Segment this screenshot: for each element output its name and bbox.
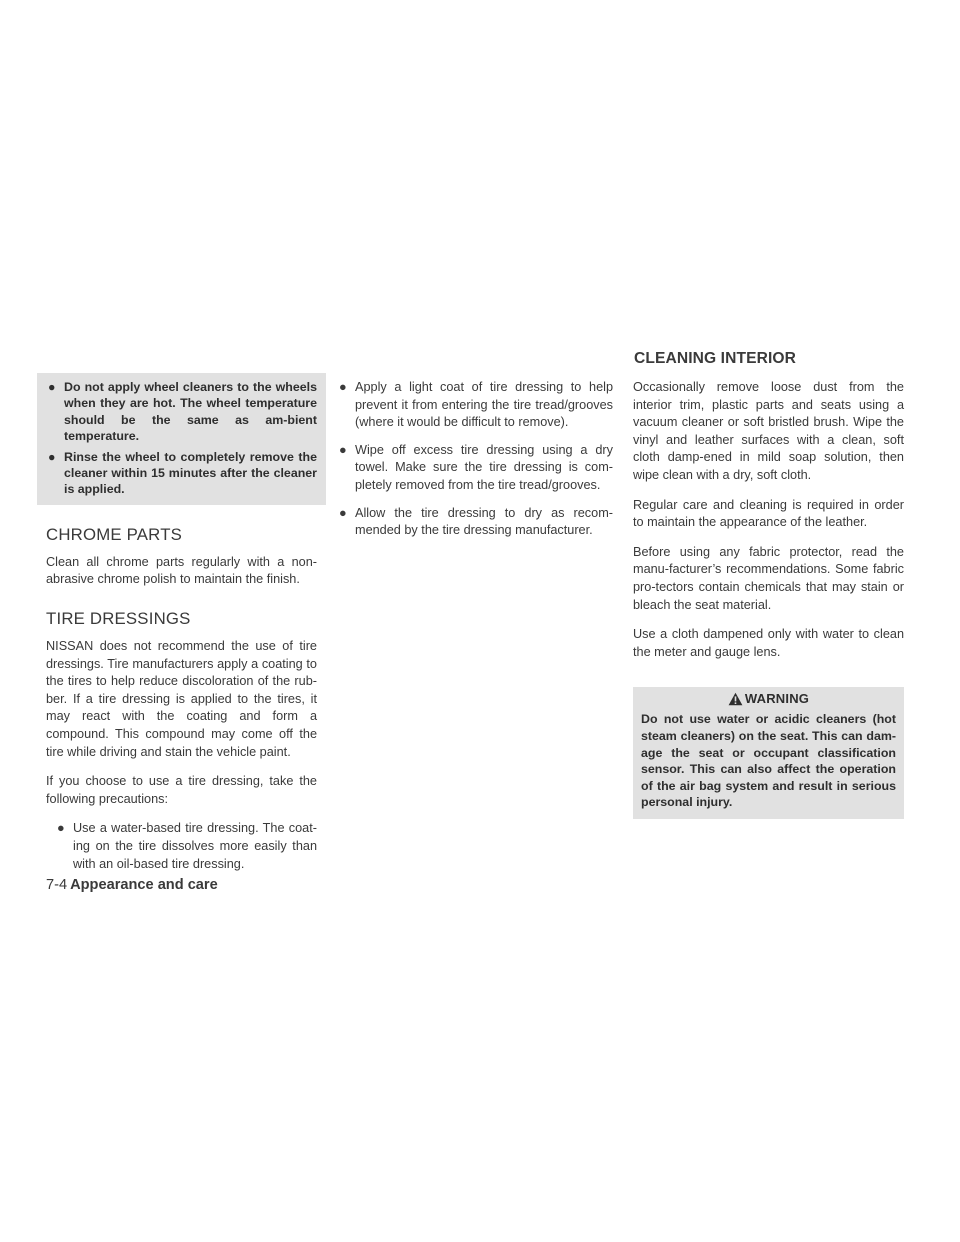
warning-triangle-icon [728,692,743,706]
bullet-icon: ● [339,505,347,520]
interior-paragraph: Before using any fabric protector, read the manu-facturer’s recommendations. Some fabric pro-tectors contain chemicals that may stain or bleach the seat material. [633,544,904,612]
tire-dressings-paragraph: If you choose to use a tire dressing, take the following precautions: [46,774,317,806]
tire-dressings-heading: TIRE DRESSINGS [46,609,191,629]
interior-paragraph: Occasionally remove loose dust from the interior trim, plastic parts and seats using a vacuum cleaner or soft bristled brush. Wipe the vinyl and leather surfaces with a clean, soft cloth damp-ened in mild soap solution, then wipe clean with a dry, soft cloth. [633,380,904,482]
interior-paragraph: Use a cloth dampened only with water to clean the meter and gauge lens. [633,627,904,659]
bullet-icon: ● [48,380,56,394]
wheel-caution-box [37,373,326,505]
caution-bullet: ● Do not apply wheel cleaners to the wheels when they are hot. The wheel temperature should be the same as am-bient temperature. [48,380,317,444]
bullet-icon: ● [48,449,56,464]
tire-dressings-paragraph: NISSAN does not recommend the use of tire dressings. Tire manufacturers apply a coating to the tires to help reduce discoloration of the rub-ber. If a tire dressing is applied to the tires, it may react with the coating and form a compound. This compound may come off the tire while driving and stain the vehicle paint. [46,639,317,759]
middle-column [337,379,613,550]
tire-precaution-bullet: ● Use a water-based tire dressing. The coat-ing on the tire dissolves more easily than with an oil-based tire dressing. [57,821,317,871]
warning-box [633,687,904,819]
bullet-icon: ● [339,380,347,394]
tire-precaution-bullet: ● Wipe off excess tire dressing using a dry towel. Make sure the tire dressing is com-pletely removed from the tire tread/grooves. [339,442,613,492]
bullet-icon: ● [57,821,65,836]
tire-precaution-bullet: ● Allow the tire dressing to dry as recom-mended by the tire dressing manufacturer. [339,505,613,538]
warning-text: Do not use water or acidic cleaners (hot steam cleaners) on the seat. This can dam-age the seat or occupant classification sensor. This can also affect the operation of the air bag system and result in serious personal injury. [641,712,896,810]
bullet-icon: ● [339,442,347,457]
caution-bullet: ● Rinse the wheel to completely remove the cleaner within 15 minutes after the cleaner is applied. [48,449,317,497]
tire-precaution-bullet: ● Apply a light coat of tire dressing to help prevent it from entering the tire tread/grooves (where it would be difficult to remove). [339,380,613,430]
chrome-parts-text: Clean all chrome parts regularly with a non-abrasive chrome polish to maintain the finish. [46,554,317,587]
interior-paragraph: Regular care and cleaning is required in order to maintain the appearance of the leather. [633,497,904,530]
warning-title: WARNING [641,687,896,711]
cleaning-interior-heading: CLEANING INTERIOR [634,350,796,367]
page-number: 7-4 [46,877,68,893]
footer-section-title: Appearance and care [70,877,218,893]
left-column [46,379,317,873]
chrome-parts-heading: CHROME PARTS [46,524,183,544]
page-footer [46,877,218,893]
right-column [633,379,904,819]
